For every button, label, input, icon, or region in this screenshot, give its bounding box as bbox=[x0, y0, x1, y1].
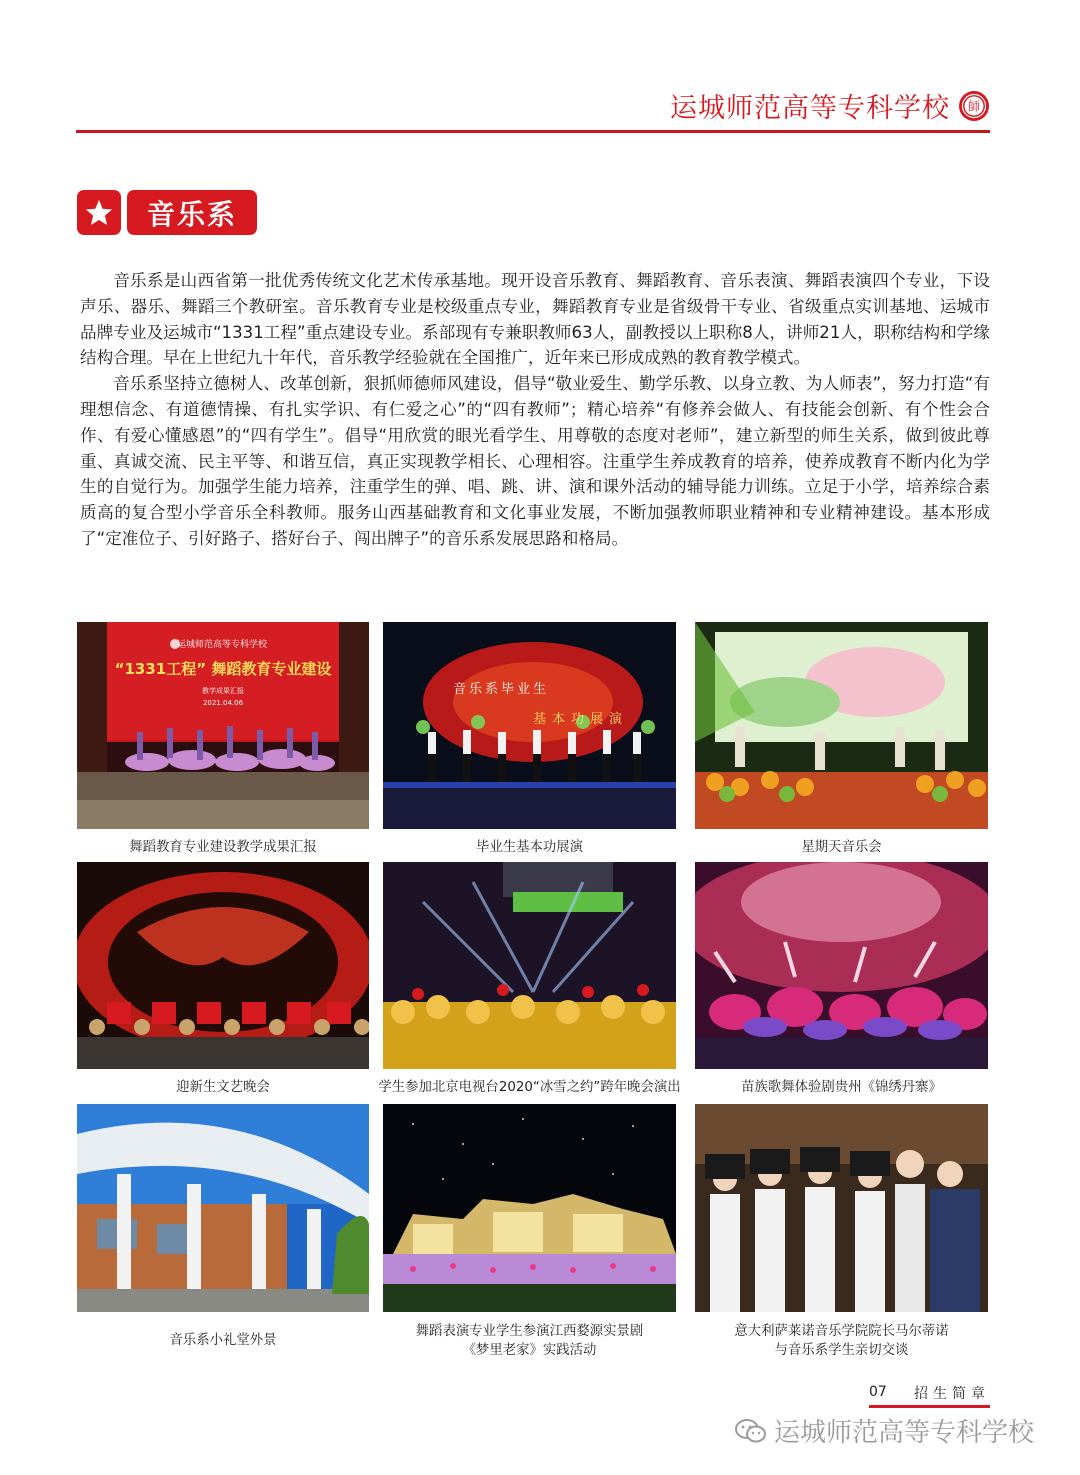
photo-italian-director bbox=[695, 1104, 988, 1312]
photo-miao-dance bbox=[695, 862, 988, 1069]
star-icon bbox=[84, 198, 114, 228]
photo-welcome-gala bbox=[77, 862, 369, 1069]
screen-school: 运城师范高等专科学校 bbox=[177, 640, 268, 650]
section-title-badge bbox=[127, 190, 257, 235]
photo-caption: 星期天音乐会 bbox=[801, 840, 882, 855]
screen-title: 音乐系毕业生 bbox=[453, 682, 550, 697]
photo-auditorium-exterior bbox=[77, 1104, 369, 1312]
footer-label: 招生简章 bbox=[914, 1386, 990, 1402]
watermark-text: 运城师范高等专科学校 bbox=[774, 1418, 1035, 1448]
photo-caption: 音乐系小礼堂外景 bbox=[169, 1333, 277, 1348]
photo-caption: 迎新生文艺晚会 bbox=[176, 1080, 270, 1095]
photo-dance-report bbox=[77, 622, 369, 829]
intro-text bbox=[80, 268, 990, 552]
page-number: 07 bbox=[869, 1384, 887, 1400]
footer-divider bbox=[869, 1405, 990, 1408]
photo-caption: 苗族歌舞体验剧贵州《锦绣丹寨》 bbox=[741, 1080, 942, 1095]
screen-subtitle: 教学成果汇报 bbox=[202, 687, 244, 695]
section-title: 音乐系 bbox=[146, 197, 237, 231]
photo-wuyuan-show bbox=[383, 1104, 676, 1312]
wechat-watermark bbox=[734, 1412, 1034, 1449]
intro-paragraph-1: 音乐系是山西省第一批优秀传统文化艺术传承基地。现开设音乐教育、舞蹈教育、音乐表演、舞蹈表演四个专业，下设声乐、器乐、舞蹈三个教研室。音乐教育专业是校级重点专业，舞蹈教育专业是省级骨干专业、省级重点实训基地、运城市品牌专业及运城市“1331工程”重点建设专业。系部现有专兼职教师63人，副教授以上职称8人，讲师21人，职称结构和学缘结构合理。早在上世纪九十年代，音乐教学经验就在全国推广，近年来已形成成熟的教育教学模式。 bbox=[80, 271, 990, 368]
photo-caption: 学生参加北京电视台2020“冰雪之约”跨年晚会演出 bbox=[378, 1080, 681, 1095]
photo-caption: 毕业生基本功展演 bbox=[475, 840, 584, 855]
school-name-header: 运城师范高等专科学校 bbox=[670, 93, 950, 124]
photo-caption: 舞蹈表演专业学生参演江西婺源实景剧 《梦里老家》实践活动 bbox=[415, 1324, 644, 1358]
photo-sunday-concert bbox=[695, 622, 988, 829]
section-star-badge bbox=[77, 190, 121, 235]
photo-caption: 舞蹈教育专业建设教学成果汇报 bbox=[129, 840, 317, 855]
intro-paragraph-2: 音乐系坚持立德树人、改革创新，狠抓师德师风建设，倡导“敬业爱生、勤学乐教、以身立教、为人师表”，努力打造“有理想信念、有道德情操、有扎实学识、有仁爱之心”的“四有教师”；精心培养“有修养会做人、有技能会创新、有个性会合作、有爱心懂感恩”的“四有学生”。倡导“用欣赏的眼光看学生、用尊敬的态度对老师”，建立新型的师生关系，做到彼此尊重、真诚交流、民主平等、和谐互信，真正实现教学相长、心理相容。注重学生养成教育的培养，使养成教育不断内化为学生的自觉行为。加强学生能力培养，注重学生的弹、唱、跳、讲、演和课外活动的辅导能力训练。立足于小学，培养综合素质高的复合型小学音乐全科教师。服务山西基础教育和文化事业发展，不断加强教师职业精神和专业精神建设。基本形成了“定准位子、引好路子、搭好台子、闯出牌子”的音乐系发展思路和格局。 bbox=[80, 374, 990, 548]
school-logo-icon bbox=[958, 90, 990, 122]
photo-caption: 意大利萨莱诺音乐学院院长马尔蒂诺 与音乐系学生亲切交谈 bbox=[734, 1324, 949, 1358]
screen-date: 2021.04.06 bbox=[202, 699, 244, 707]
photo-beijing-tv-gala bbox=[383, 862, 676, 1069]
screen-subtitle: 基本功展演 bbox=[533, 712, 629, 727]
screen-title: “1331工程” 舞蹈教育专业建设 bbox=[114, 660, 332, 678]
logo-char: 師 bbox=[967, 99, 981, 114]
wechat-icon bbox=[734, 1417, 768, 1445]
photo-graduate-performance bbox=[383, 622, 676, 829]
header-divider bbox=[76, 130, 990, 133]
